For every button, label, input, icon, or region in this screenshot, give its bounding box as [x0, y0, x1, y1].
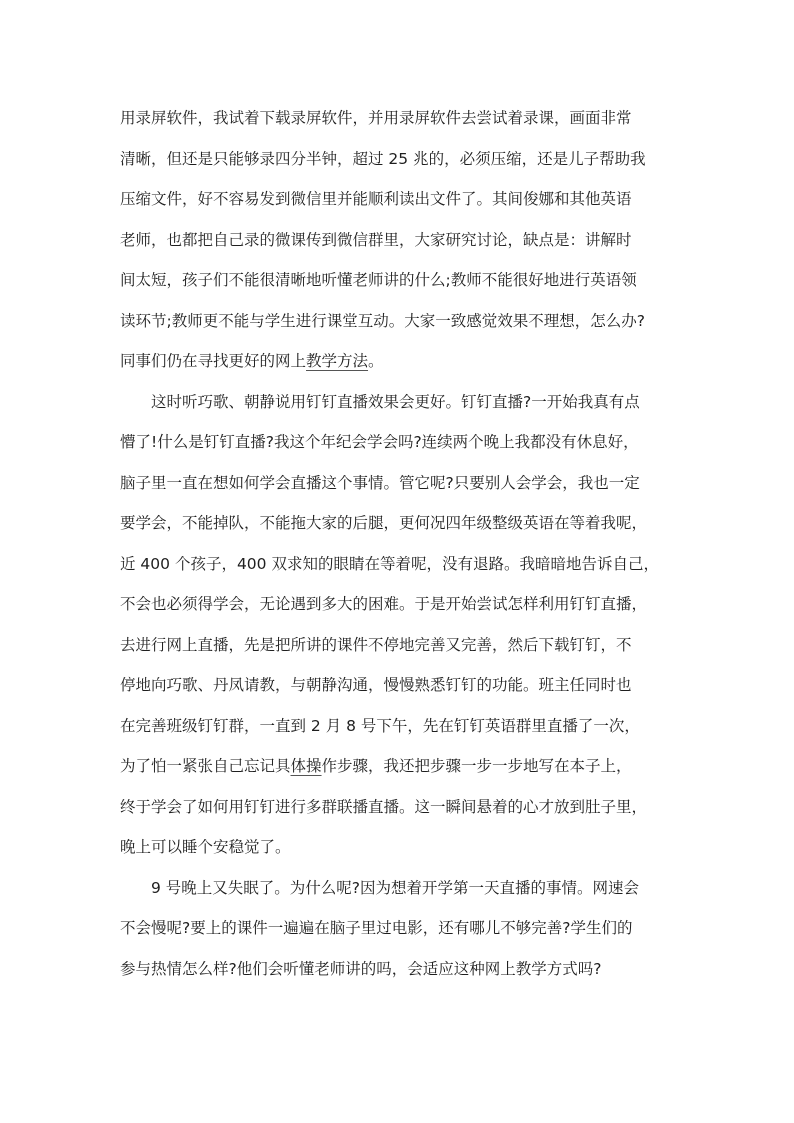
text-line: 懵了!什么是钉钉直播?我这个年纪会学会吗?连续两个晚上我都没有休息好， [120, 433, 639, 451]
body-text [120, 103, 665, 994]
text-line: 终于学会了如何用钉钉进行多群联播直播。这一瞬间悬着的心才放到肚子里， [120, 797, 648, 816]
text-segment: 。 [368, 352, 384, 370]
text-line [120, 346, 665, 387]
text-line: 不会也必须得学会，无论遇到多大的困难。于是开始尝试怎样利用钉钉直播， [120, 595, 648, 613]
text-line: 参与热情怎么样?他们会听懂老师讲的吗，会适应这种网上教学方式吗? [120, 959, 602, 978]
text-line: 要学会，不能掉队，不能拖大家的后腿，更何况四年级整级英语在等着我呢， [120, 514, 648, 532]
text-line: 晚上可以睡个安稳觉了。 [120, 838, 291, 856]
paragraph-start-line: 这时听巧歌、朝静说用钉钉直播效果会更好。钉钉直播?一开始我真有点 [151, 392, 640, 411]
text-segment: 作步骤，我还把步骤一步一步地写在本子上， [321, 757, 632, 775]
text-line [120, 751, 665, 792]
text-line: 清晰，但还是只能够录四分半钟，超过 25 兆的，必须压缩，还是儿子帮助我 [120, 149, 646, 168]
text-line: 老师，也都把自己录的微课传到微信群里，大家研究讨论，缺点是：讲解时 [120, 230, 632, 249]
underlined-phrase-operation: 体操 [290, 757, 322, 775]
text-segment: 为了怕一紧张自己忘记具 [120, 757, 291, 775]
text-line: 间太短，孩子们不能很清晰地听懂老师讲的什么;教师不能很好地进行英语领 [120, 271, 637, 289]
underlined-phrase-teaching-method: 教学方法 [306, 352, 369, 370]
text-line: 近 400 个孩子，400 双求知的眼睛在等着呢，没有退路。我暗暗地告诉自己， [120, 554, 659, 573]
paragraph-start-line: 9 号晚上又失眠了。为什么呢?因为想着开学第一天直播的事情。网速会 [151, 878, 640, 897]
text-line: 压缩文件，好不容易发到微信里并能顺利读出文件了。其间俊娜和其他英语 [120, 190, 632, 208]
text-line: 读环节;教师更不能与学生进行课堂互动。大家一致感觉效果不理想，怎么办? [120, 311, 645, 330]
text-line: 在完善班级钉钉群，一直到 2 月 8 号下午，先在钉钉英语群里直播了一次， [120, 716, 640, 735]
text-line: 停地向巧歌、丹凤请教，与朝静沟通，慢慢熟悉钉钉的功能。班主任同时也 [120, 676, 632, 694]
text-line: 脑子里一直在想如何学会直播这个事情。管它呢?只要别人会学会，我也一定 [120, 473, 640, 492]
text-line: 用录屏软件，我试着下载录屏软件，并用录屏软件去尝试着录课，画面非常 [120, 109, 632, 127]
text-segment: 同事们仍在寻找更好的网上 [120, 352, 307, 370]
text-line: 去进行网上直播，先是把所讲的课件不停地完善又完善，然后下载钉钉，不 [120, 635, 632, 654]
text-line: 不会慢呢?要上的课件一遍遍在脑子里过电影，还有哪儿不够完善?学生们的 [120, 919, 633, 937]
